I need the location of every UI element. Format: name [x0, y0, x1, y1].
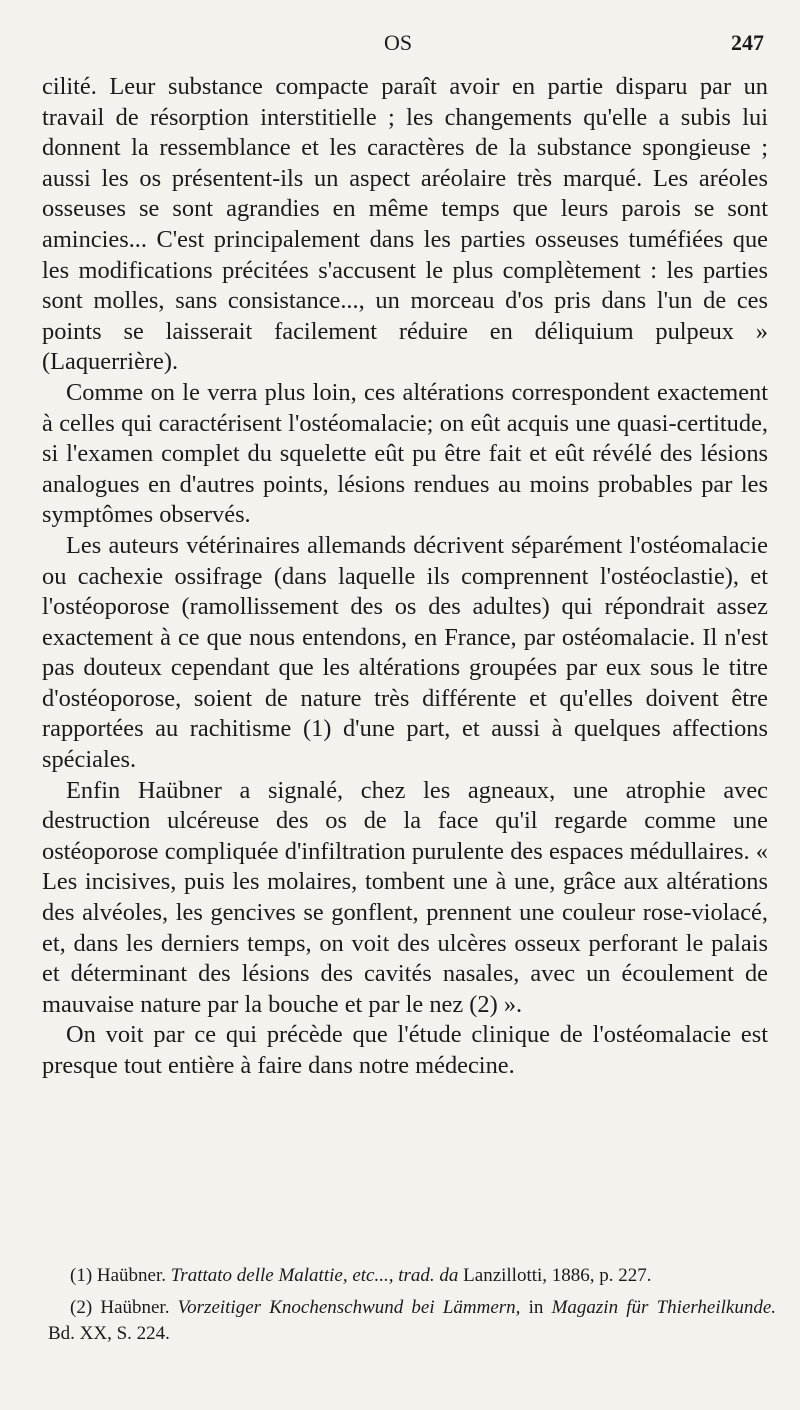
body-text: [42, 72, 768, 1082]
running-header: [0, 30, 800, 60]
footnote-title: Trattato delle Malattie, etc..., trad. da: [170, 1265, 459, 1286]
footnote-journal: Magazin für Thierheilkunde.: [551, 1297, 777, 1318]
paragraph: Les auteurs vétérinaires allemands décrivent séparément l'ostéomalacie ou cachexie ossifrage (dans laquelle ils comprennent l'ostéoclastie), et l'ostéoporose (ramollissement des os des adultes) qui répondrait assez exactement à ce que nous entendons, en France, par ostéomalacie. Il n'est pas douteux cependant que les altérations groupées par eux sous le titre d'ostéoporose, soient de nature très différente et qu'elles doivent être rapportées au rachitisme (1) d'une part, et aussi à quelques affections spéciales.: [42, 531, 768, 774]
footnote-in: in: [528, 1297, 544, 1318]
footnote-author: Haübner.: [96, 1265, 167, 1286]
footnote-mark: (1): [70, 1265, 93, 1286]
paragraph: Comme on le verra plus loin, ces altérations correspondent exactement à celles qui caractérisent l'ostéomalacie; on eût acquis une quasi-certitude, si l'examen complet du squelette eût pu être fait et eût révélé des lésions analogues en d'autres points, lésions rendues au moins probables par les symptômes observés.: [42, 378, 768, 529]
footnote-title: Vorzeitiger Knochenschwund bei Lämmern,: [177, 1297, 521, 1318]
footnote-mark: (2): [70, 1297, 93, 1318]
footnotes: [48, 1263, 776, 1353]
footnote-1: [48, 1263, 776, 1289]
paragraph-continued: cilité. Leur substance compacte paraît avoir en partie disparu par un travail de résorption interstitielle ; les changements qu'elle a subis lui donnent la ressemblance et les caractères de la substance spongieuse ; aussi les os présentent-ils un aspect aréolaire très marqué. Les aréoles osseuses se sont agrandies en même temps que leurs parois se sont amincies... C'est principalement dans les parties osseuses tuméfiées que les modifications précitées s'accusent le plus complètement : les parties sont molles, sans consistance..., un morceau d'os pris dans l'un de ces points se laisserait facilement réduire en déliquium pulpeux » (Laquerrière).: [42, 73, 768, 376]
page-number: 247: [731, 30, 764, 55]
footnote-2: [48, 1295, 776, 1347]
paragraph: On voit par ce qui précède que l'étude clinique de l'ostéomalacie est presque tout entière à faire dans notre médecine.: [42, 1021, 768, 1079]
running-title: OS: [384, 30, 413, 55]
footnote-rest: Lanzillotti, 1886, p. 227.: [463, 1265, 652, 1286]
footnote-rest: Bd. XX, S. 224.: [48, 1323, 170, 1344]
footnote-author: Haübner.: [100, 1297, 170, 1318]
paragraph: Enfin Haübner a signalé, chez les agneaux, une atrophie avec destruction ulcéreuse des os de la face qu'il regarde comme une ostéoporose compliquée d'infiltration purulente des espaces médullaires. « Les incisives, puis les molaires, tombent une à une, grâce aux altérations des alvéoles, les gencives se gonflent, prennent une couleur rose-violacé, et, dans les derniers temps, on voit des ulcères osseux perforant le palais et déterminant des lésions des cavités nasales, avec un écoulement de mauvaise nature par la bouche et par le nez (2) ».: [42, 776, 768, 1018]
